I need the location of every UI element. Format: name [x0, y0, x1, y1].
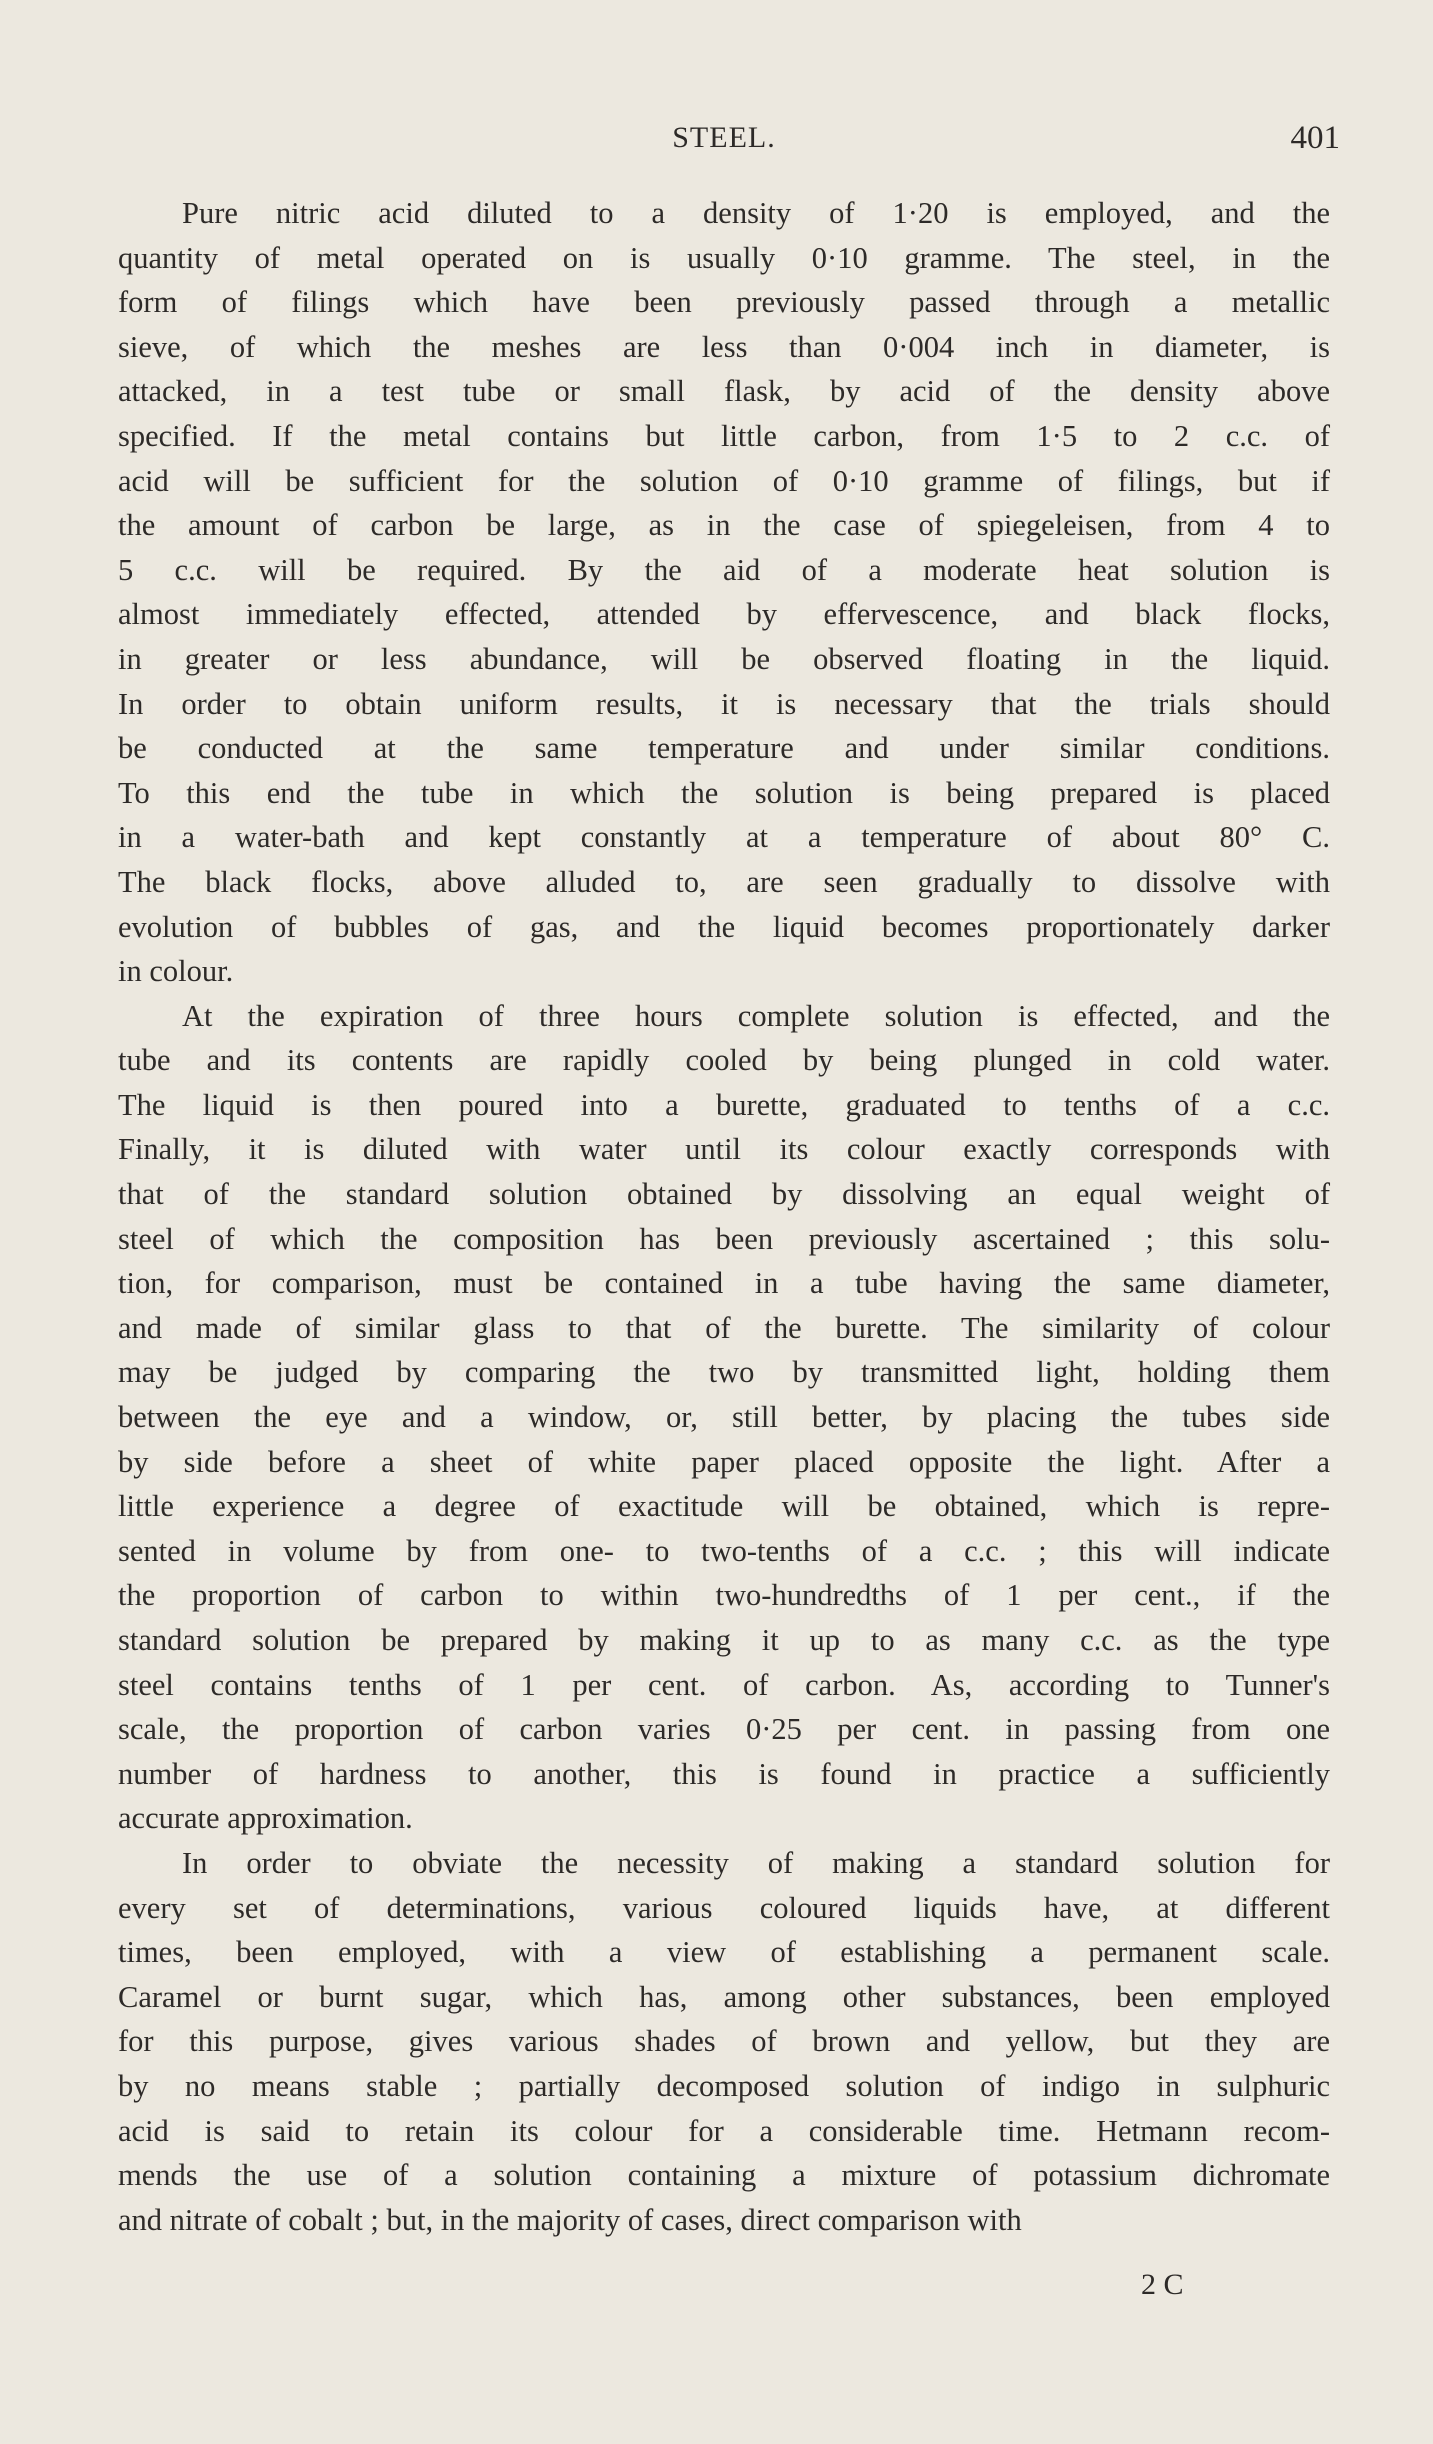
text-line: between the eye and a window, or, still better, by placing the tubes side — [118, 1400, 1330, 1435]
body-text — [118, 191, 1330, 2242]
text-line: The liquid is then poured into a burette, graduated to tenths of a c.c. — [118, 1087, 1330, 1122]
text-line: almost immediately effected, attended by effervescence, and black flocks, — [118, 597, 1330, 632]
page-number: 401 — [1290, 120, 1340, 156]
text-line: the amount of carbon be large, as in the case of spiegeleisen, from 4 to — [118, 508, 1330, 543]
text-line: be conducted at the same temperature and under similar conditions. — [118, 731, 1330, 766]
text-line: acid is said to retain its colour for a considerable time. Hetmann recom- — [118, 2113, 1330, 2148]
text-line: the proportion of carbon to within two-hundredths of 1 per cent., if the — [118, 1578, 1330, 1613]
text-line: specified. If the metal contains but little carbon, from 1·5 to 2 c.c. of — [118, 418, 1330, 453]
paragraph — [118, 994, 1330, 1841]
running-head-title: STEEL. — [672, 121, 776, 154]
text-line: standard solution be prepared by making it up to as many c.c. as the type — [118, 1623, 1330, 1657]
text-line: tion, for comparison, must be contained in a tube having the same diameter, — [118, 1266, 1330, 1301]
text-line: and made of similar glass to that of the burette. The similarity of colour — [118, 1310, 1330, 1345]
text-line: acid will be sufficient for the solution of 0·10 gramme of filings, but if — [118, 463, 1330, 498]
text-line: for this purpose, gives various shades of brown and yellow, but they are — [118, 2024, 1330, 2059]
paragraph — [118, 191, 1330, 994]
text-line: and nitrate of cobalt ; but, in the majority of cases, direct comparison with — [118, 2202, 1022, 2237]
text-line: In order to obviate the necessity of making a standard solution for — [182, 1845, 1330, 1880]
text-line: attacked, in a test tube or small flask, by acid of the density above — [118, 374, 1330, 409]
text-line: by side before a sheet of white paper placed opposite the light. After a — [118, 1444, 1330, 1479]
text-line: In order to obtain uniform results, it is necessary that the trials should — [118, 686, 1330, 721]
text-line: sieve, of which the meshes are less than 0·004 inch in diameter, is — [118, 329, 1330, 364]
text-line: form of filings which have been previously passed through a metallic — [118, 285, 1330, 320]
text-line: times, been employed, with a view of establishing a permanent scale. — [118, 1935, 1330, 1970]
text-line: in a water-bath and kept constantly at a temperature of about 80° C. — [118, 820, 1330, 855]
text-line: number of hardness to another, this is found in practice a sufficiently — [118, 1756, 1330, 1791]
text-line: evolution of bubbles of gas, and the liquid becomes proportionately darker — [118, 909, 1330, 944]
text-line: mends the use of a solution containing a mixture of potassium dichromate — [118, 2158, 1330, 2193]
text-line: 5 c.c. will be required. By the aid of a moderate heat solution is — [118, 552, 1330, 587]
text-line: At the expiration of three hours complete solution is effected, and the — [182, 998, 1330, 1033]
text-line: that of the standard solution obtained by dissolving an equal weight of — [118, 1177, 1330, 1212]
signature-mark: 2 C — [1141, 2268, 1184, 2301]
text-line: To this end the tube in which the solution is being prepared is placed — [118, 775, 1330, 810]
paragraph — [118, 1841, 1330, 2242]
text-line: steel contains tenths of 1 per cent. of carbon. As, according to Tunner's — [118, 1667, 1330, 1702]
text-line: steel of which the composition has been previously ascertained ; this solu- — [118, 1221, 1330, 1256]
text-line: accurate approximation. — [118, 1801, 413, 1836]
text-line: Finally, it is diluted with water until its colour exactly corresponds with — [118, 1132, 1330, 1167]
text-line: every set of determinations, various coloured liquids have, at different — [118, 1890, 1330, 1925]
text-line: scale, the proportion of carbon varies 0·25 per cent. in passing from one — [118, 1712, 1330, 1747]
text-line: sented in volume by from one- to two-tenths of a c.c. ; this will indicate — [118, 1533, 1330, 1568]
text-line: by no means stable ; partially decomposed solution of indigo in sulphuric — [118, 2068, 1330, 2103]
text-line: tube and its contents are rapidly cooled by being plunged in cold water. — [118, 1043, 1330, 1078]
text-line: Pure nitric acid diluted to a density of 1·20 is employed, and the — [182, 196, 1330, 230]
text-line: Caramel or burnt sugar, which has, among other substances, been employed — [118, 1979, 1330, 2014]
text-line: may be judged by comparing the two by transmitted light, holding them — [118, 1355, 1330, 1390]
text-line: The black flocks, above alluded to, are seen gradually to dissolve with — [118, 864, 1330, 899]
text-line: little experience a degree of exactitude will be obtained, which is repre- — [118, 1489, 1330, 1524]
text-line: in colour. — [118, 954, 234, 989]
text-line: quantity of metal operated on is usually 0·10 gramme. The steel, in the — [118, 240, 1330, 275]
text-line: in greater or less abundance, will be observed floating in the liquid. — [118, 641, 1330, 676]
running-head — [118, 113, 1340, 163]
